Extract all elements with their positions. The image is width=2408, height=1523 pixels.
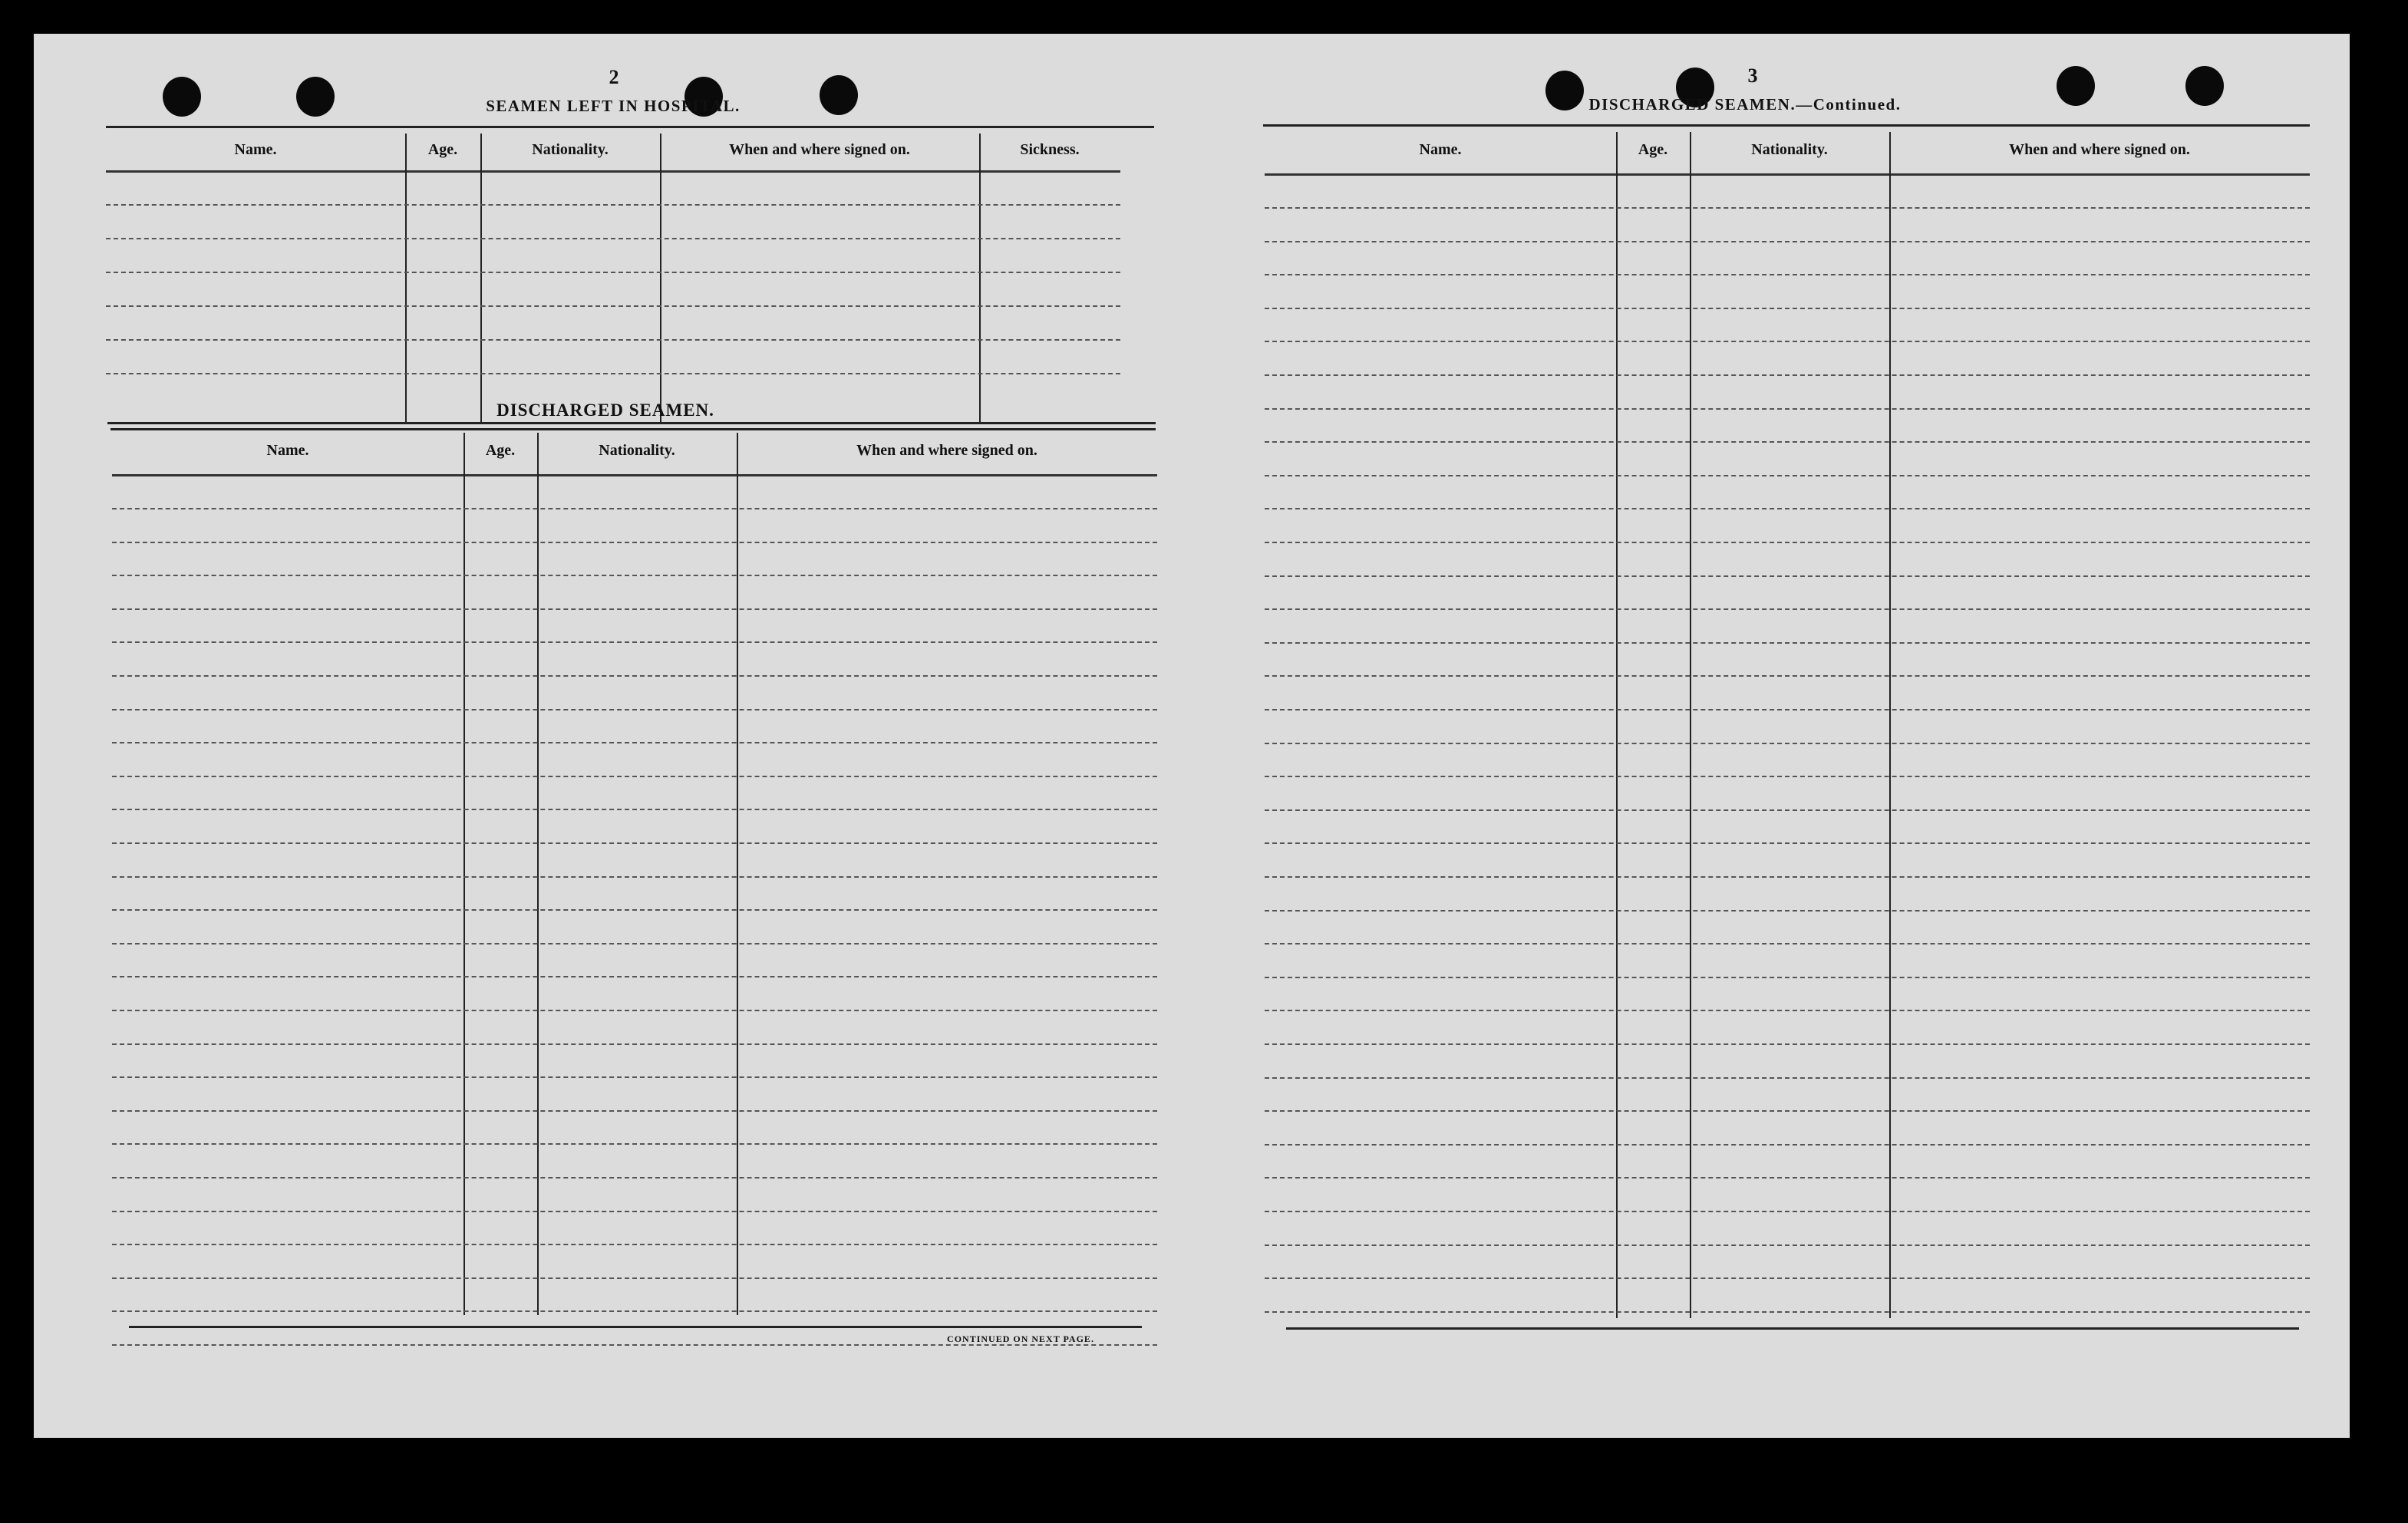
- table-row: [112, 1010, 1157, 1011]
- punch-hole: [2057, 66, 2095, 106]
- column-header: Age.: [427, 141, 458, 158]
- title-rule: [106, 126, 1154, 128]
- table-row: [112, 575, 1157, 576]
- column-header: Age.: [485, 442, 516, 459]
- table-row: [112, 742, 1157, 743]
- table-row: [112, 876, 1157, 878]
- table-row: [1265, 341, 2310, 342]
- continued-note: CONTINUED ON NEXT PAGE.: [947, 1333, 1094, 1344]
- table-row: [106, 204, 1120, 206]
- table-row: [106, 272, 1120, 273]
- table-row: [112, 776, 1157, 777]
- table-header: [106, 134, 1120, 173]
- table-row: [1265, 776, 2310, 777]
- table-row: [112, 1244, 1157, 1245]
- table-row: [112, 1277, 1157, 1279]
- table-row: [1265, 1043, 2310, 1045]
- column-divider: [405, 134, 407, 422]
- column-header: Nationality.: [1751, 141, 1828, 158]
- table-row: [106, 373, 1120, 374]
- table-row: [1265, 1244, 2310, 1246]
- column-divider: [979, 134, 981, 422]
- table-row: [1265, 675, 2310, 677]
- table-row: [1265, 1177, 2310, 1179]
- page-title: SEAMEN LEFT IN HOSPITAL.: [486, 97, 741, 115]
- table-row: [1265, 1077, 2310, 1079]
- table-row: [112, 1110, 1157, 1112]
- table-row: [1265, 1277, 2310, 1279]
- section-caption: DISCHARGED SEAMEN.: [496, 401, 714, 420]
- column-divider: [480, 134, 482, 422]
- table-row: [112, 842, 1157, 844]
- column-header: When and where signed on.: [2009, 141, 2190, 158]
- bottom-rule: [1286, 1327, 2299, 1330]
- table-row: [1265, 709, 2310, 710]
- table-row: [112, 641, 1157, 643]
- column-divider: [463, 433, 465, 1315]
- column-header: Name.: [234, 141, 277, 158]
- table-row: [1265, 441, 2310, 443]
- table-row: [112, 943, 1157, 944]
- table-row: [1265, 374, 2310, 376]
- form-sheet: [34, 34, 2350, 1438]
- table-row: [1265, 1010, 2310, 1011]
- table-row: [112, 1177, 1157, 1179]
- column-divider: [737, 433, 738, 1315]
- column-divider: [1690, 132, 1691, 1318]
- table-row: [1265, 207, 2310, 209]
- table-row: [1265, 642, 2310, 644]
- table-header: [112, 433, 1157, 476]
- table-header: [1265, 132, 2310, 176]
- page-number: 3: [1747, 64, 1758, 87]
- table-row: [112, 976, 1157, 977]
- section-rule: [111, 428, 1156, 430]
- punch-hole: [2185, 66, 2224, 106]
- hospital-table: [106, 134, 1120, 422]
- table-row: [112, 542, 1157, 543]
- column-divider: [660, 134, 661, 422]
- table-row: [1265, 1110, 2310, 1112]
- table-row: [1265, 508, 2310, 509]
- table-row: [1265, 977, 2310, 978]
- table-row: [112, 1143, 1157, 1145]
- punch-hole: [820, 75, 858, 115]
- punch-hole: [1545, 71, 1584, 110]
- page-title: DISCHARGED SEAMEN.—Continued.: [1588, 95, 1902, 114]
- table-row: [112, 709, 1157, 710]
- table-row: [112, 909, 1157, 911]
- column-header: Nationality.: [599, 442, 675, 459]
- table-row: [112, 809, 1157, 810]
- punch-hole: [163, 77, 201, 117]
- column-header: Name.: [1419, 141, 1462, 158]
- table-row: [1265, 308, 2310, 309]
- table-row: [1265, 241, 2310, 242]
- table-row: [1265, 809, 2310, 811]
- table-row: [1265, 876, 2310, 878]
- column-header: Age.: [1638, 141, 1668, 158]
- table-row: [112, 1076, 1157, 1078]
- discharged-table-continued: [1265, 132, 2310, 1318]
- table-row: [106, 238, 1120, 239]
- table-row: [1265, 842, 2310, 844]
- punch-hole: [296, 77, 335, 117]
- column-header: Sickness.: [1020, 141, 1080, 158]
- section-rule: [107, 422, 1156, 424]
- column-divider: [1616, 132, 1618, 1318]
- page-number: 2: [609, 66, 619, 88]
- table-row: [1265, 910, 2310, 911]
- table-row: [112, 508, 1157, 509]
- column-header: When and where signed on.: [856, 442, 1037, 459]
- table-row: [112, 675, 1157, 677]
- table-row: [106, 339, 1120, 341]
- table-row: [112, 1211, 1157, 1212]
- table-row: [1265, 575, 2310, 577]
- table-row: [1265, 274, 2310, 275]
- table-row: [1265, 743, 2310, 744]
- table-row: [1265, 475, 2310, 476]
- table-row: [112, 608, 1157, 610]
- bottom-rule: [129, 1326, 1142, 1328]
- column-header: Nationality.: [532, 141, 609, 158]
- table-row: [112, 1310, 1157, 1312]
- discharged-table: [112, 433, 1157, 1315]
- table-row: [1265, 1311, 2310, 1313]
- table-row: [1265, 542, 2310, 543]
- table-row: [112, 1043, 1157, 1045]
- table-row: [1265, 408, 2310, 410]
- column-header: When and where signed on.: [729, 141, 910, 158]
- column-divider: [1889, 132, 1891, 1318]
- table-row: [1265, 608, 2310, 610]
- table-row: [1265, 943, 2310, 944]
- column-divider: [537, 433, 539, 1315]
- table-row: [1265, 1211, 2310, 1212]
- column-header: Name.: [266, 442, 309, 459]
- table-row: [106, 305, 1120, 307]
- title-rule: [1263, 124, 2310, 127]
- table-row: [1265, 1144, 2310, 1146]
